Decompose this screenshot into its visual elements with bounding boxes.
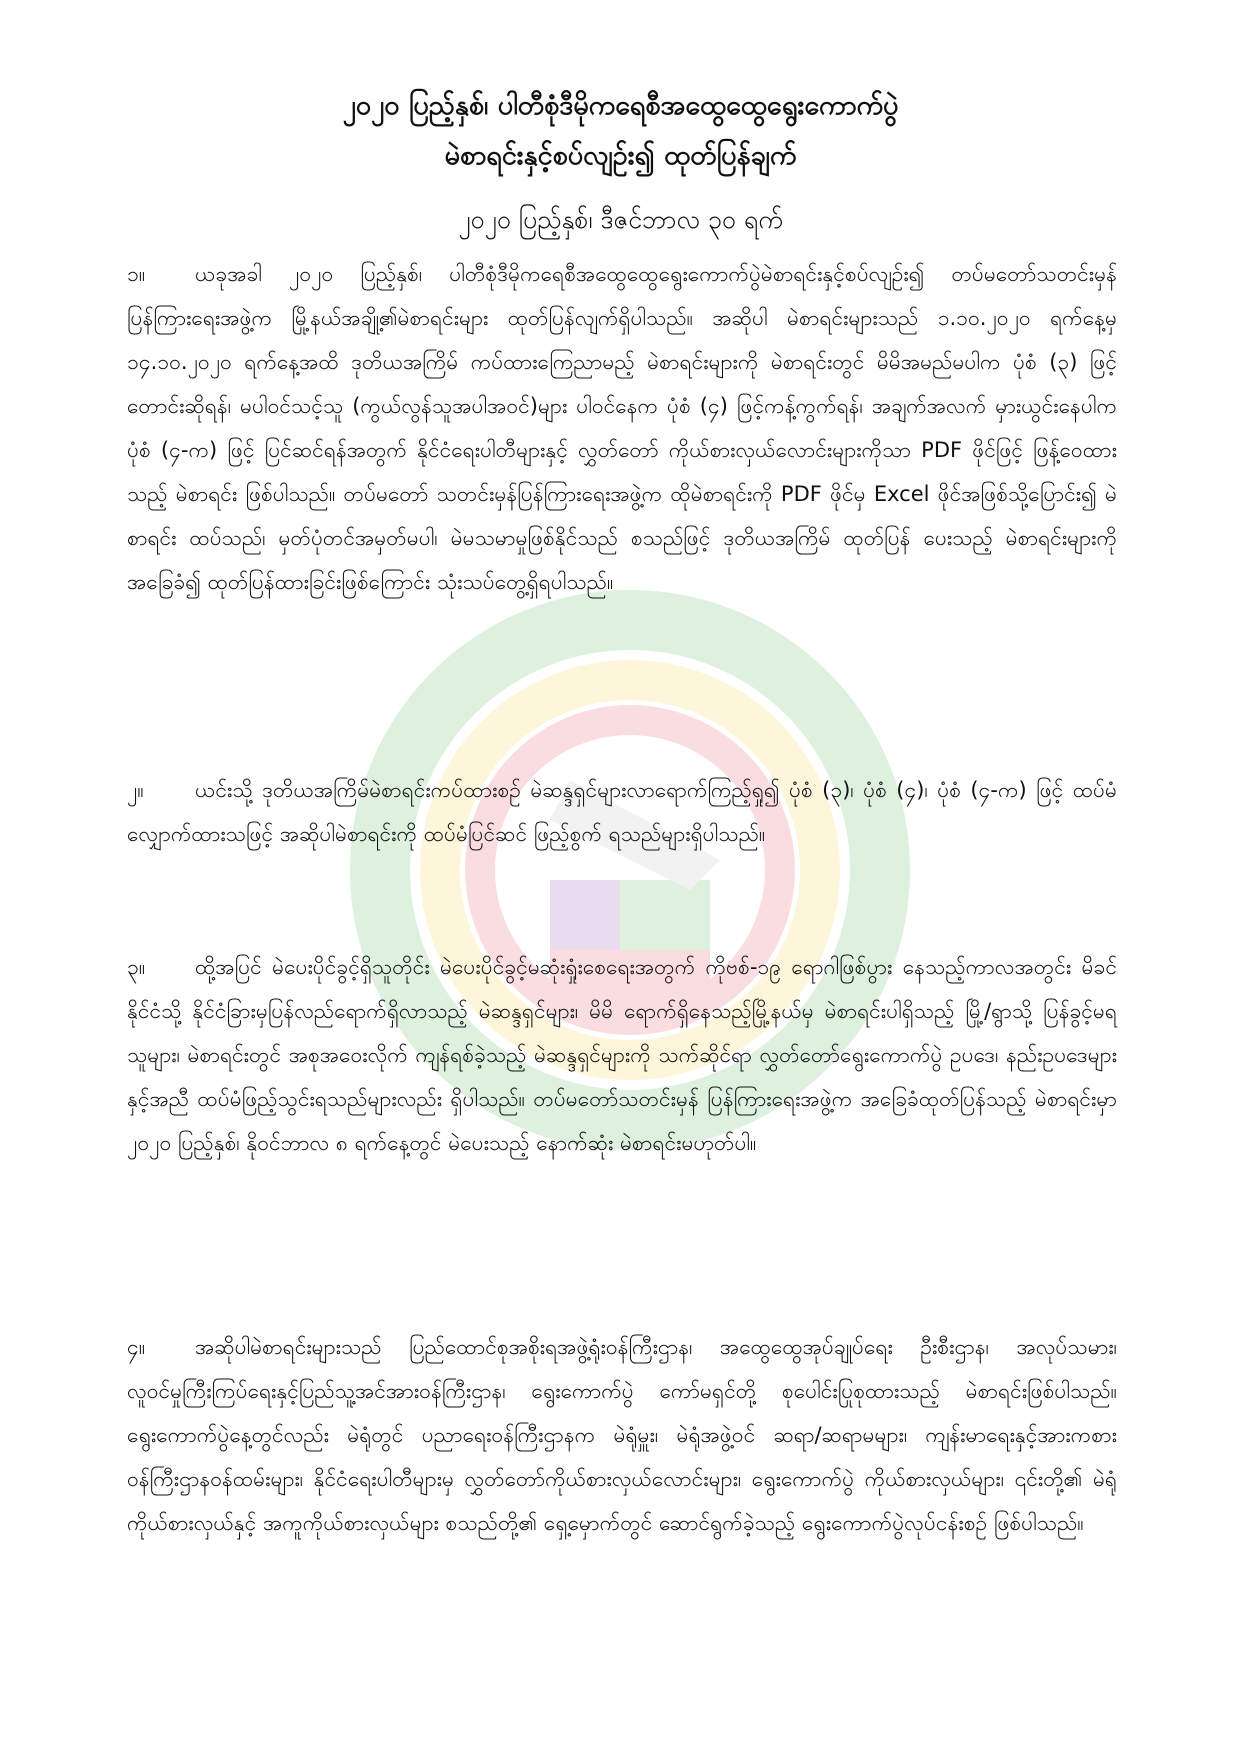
paragraph-1 [127, 252, 1117, 604]
paragraph-number: ၃။ [127, 955, 146, 979]
document-title-line2: မဲစာရင်းနှင့်စပ်လျဉ်း၍ ထုတ်ပြန်ချက် [444, 140, 797, 171]
paragraph-2 [127, 768, 1117, 856]
paragraph-text: ထို့အပြင် မဲပေးပိုင်ခွင့်ရှိသူတိုင်း မဲပေးပိုင်ခွင့်မဆုံးရှုံးစေရေးအတွက် ကိုဗစ်-၁၉ ရောဂါဖြစ်ပွား နေသည့်ကာလအတွင်း မိခင်နိုင်ငံသို့ နိုင်ငံခြားမှပြန်လည်ရောက်ရှိလာသည့် မဲဆန္ဒရှင်များ၊ မိမိ ရောက်ရှိနေသည့်မြို့နယ်မှ မဲစာရင်းပါရှိသည့် မြို့/ရွာသို့ ပြန်ခွင့်မရသူများ၊ မဲစာရင်းတွင် အစုအဝေးလိုက် ကျန်ရစ်ခဲ့သည့် မဲဆန္ဒရှင်များကို သက်ဆိုင်ရာ လွှတ်တော်ရွေးကောက်ပွဲ ဥပဒေ၊ နည်းဥပဒေများနှင့်အညီ ထပ်မံဖြည့်သွင်းရသည်များလည်း ရှိပါသည်။ တပ်မတော်သတင်းမှန် ပြန်ကြားရေးအဖွဲ့က အခြေခံထုတ်ပြန်သည့် မဲစာရင်းမှာ ၂၀၂၀ ပြည့်နှစ်၊ နိုဝင်ဘာလ ၈ ရက်နေ့တွင် မဲပေးသည့် နောက်ဆုံး မဲစာရင်းမဟုတ်ပါ။ [127, 955, 1117, 1155]
paragraph-number: ၂။ [127, 778, 144, 802]
paragraph-number: ၁။ [127, 262, 146, 286]
paragraph-text: ယင်းသို့ ဒုတိယအကြိမ်မဲစာရင်းကပ်ထားစဉ် မဲဆန္ဒရှင်များလာရောက်ကြည့်ရှု၍ ပုံစံ (၃)၊ ပုံစံ (၄)၊ ပုံစံ (၄-က) ဖြင့် ထပ်မံလျှောက်ထားသဖြင့် အဆိုပါမဲစာရင်းကို ထပ်မံပြင်ဆင် ဖြည့်စွက် ရသည်များရှိပါသည်။ [127, 778, 1117, 846]
paragraph-text: အဆိုပါမဲစာရင်းများသည် ပြည်ထောင်စုအစိုးရအဖွဲ့ရုံးဝန်ကြီးဌာန၊ အထွေထွေအုပ်ချုပ်ရေး ဦးစီးဌာန၊ အလုပ်သမား၊ လူဝင်မှုကြီးကြပ်ရေးနှင့်ပြည်သူ့အင်အားဝန်ကြီးဌာန၊ ရွေးကောက်ပွဲ ကော်မရှင်တို့ စုပေါင်းပြုစုထားသည့် မဲစာရင်းဖြစ်ပါသည်။ ရွေးကောက်ပွဲနေ့တွင်လည်း မဲရုံတွင် ပညာရေးဝန်ကြီးဌာနက မဲရုံမှူး၊ မဲရုံအဖွဲ့ဝင် ဆရာ/ဆရာမများ၊ ကျန်းမာရေးနှင့်အားကစား ဝန်ကြီးဌာနဝန်ထမ်းများ၊ နိုင်ငံရေးပါတီများမှ လွှတ်တော်ကိုယ်စားလှယ်လောင်းများ၊ ရွေးကောက်ပွဲ ကိုယ်စားလှယ်များ၊ ၎င်းတို့၏ မဲရုံကိုယ်စားလှယ်နှင့် အကူကိုယ်စားလှယ်များ စသည်တို့၏ ရှေ့မှောက်တွင် ဆောင်ရွက်ခဲ့သည့် ရွေးကောက်ပွဲလုပ်ငန်းစဉ် ဖြစ်ပါသည်။ [127, 1335, 1117, 1535]
paragraph-number: ၄။ [127, 1335, 146, 1359]
paragraph-4 [127, 1325, 1117, 1545]
document-date: ၂၀၂၀ ပြည့်နှစ်၊ ဒီဇင်ဘာလ ၃၀ ရက် [458, 205, 783, 234]
paragraph-3 [127, 945, 1117, 1165]
document-title-line1: ၂၀၂၀ ပြည့်နှစ်၊ ပါတီစုံဒီမိုကရေစီအထွေထွေရွေးကောက်ပွဲ [342, 90, 899, 121]
paragraph-text: ယခုအခါ ၂၀၂၀ ပြည့်နှစ်၊ ပါတီစုံဒီမိုကရေစီအထွေထွေရွေးကောက်ပွဲမဲစာရင်းနှင့်စပ်လျဉ်း၍ တပ်မတော်သတင်းမှန်ပြန်ကြားရေးအဖွဲ့က မြို့နယ်အချို့၏မဲစာရင်းများ ထုတ်ပြန်လျက်ရှိပါသည်။ အဆိုပါ မဲစာရင်းများသည် ၁.၁၀.၂၀၂၀ ရက်နေ့မှ ၁၄.၁၀.၂၀၂၀ ရက်နေ့အထိ ဒုတိယအကြိမ် ကပ်ထားကြေညာမည့် မဲစာရင်းများကို မဲစာရင်းတွင် မိမိအမည်မပါက ပုံစံ (၃) ဖြင့် တောင်းဆိုရန်၊ မပါဝင်သင့်သူ (ကွယ်လွန်သူအပါအဝင်)များ ပါဝင်နေက ပုံစံ (၄) ဖြင့်ကန့်ကွက်ရန်၊ အချက်အလက် မှားယွင်းနေပါက ပုံစံ (၄-က) ဖြင့် ပြင်ဆင်ရန်အတွက် နိုင်ငံရေးပါတီများနှင့် လွှတ်တော် ကိုယ်စားလှယ်လောင်းများကိုသာ PDF ဖိုင်ဖြင့် ဖြန့်ဝေထားသည့် မဲစာရင်း ဖြစ်ပါသည်။ တပ်မတော် သတင်းမှန်ပြန်ကြားရေးအဖွဲ့က ထိုမဲစာရင်းကို PDF ဖိုင်မှ Excel ဖိုင်အဖြစ်သို့ပြောင်း၍ မဲစာရင်း ထပ်သည်၊ မှတ်ပုံတင်အမှတ်မပါ၊ မဲမသမာမှုဖြစ်နိုင်သည် စသည်ဖြင့် ဒုတိယအကြိမ် ထုတ်ပြန် ပေးသည့် မဲစာရင်းများကိုအခြေခံ၍ ထုတ်ပြန်ထားခြင်းဖြစ်ကြောင်း သုံးသပ်တွေ့ရှိရပါသည်။ [127, 262, 1117, 594]
